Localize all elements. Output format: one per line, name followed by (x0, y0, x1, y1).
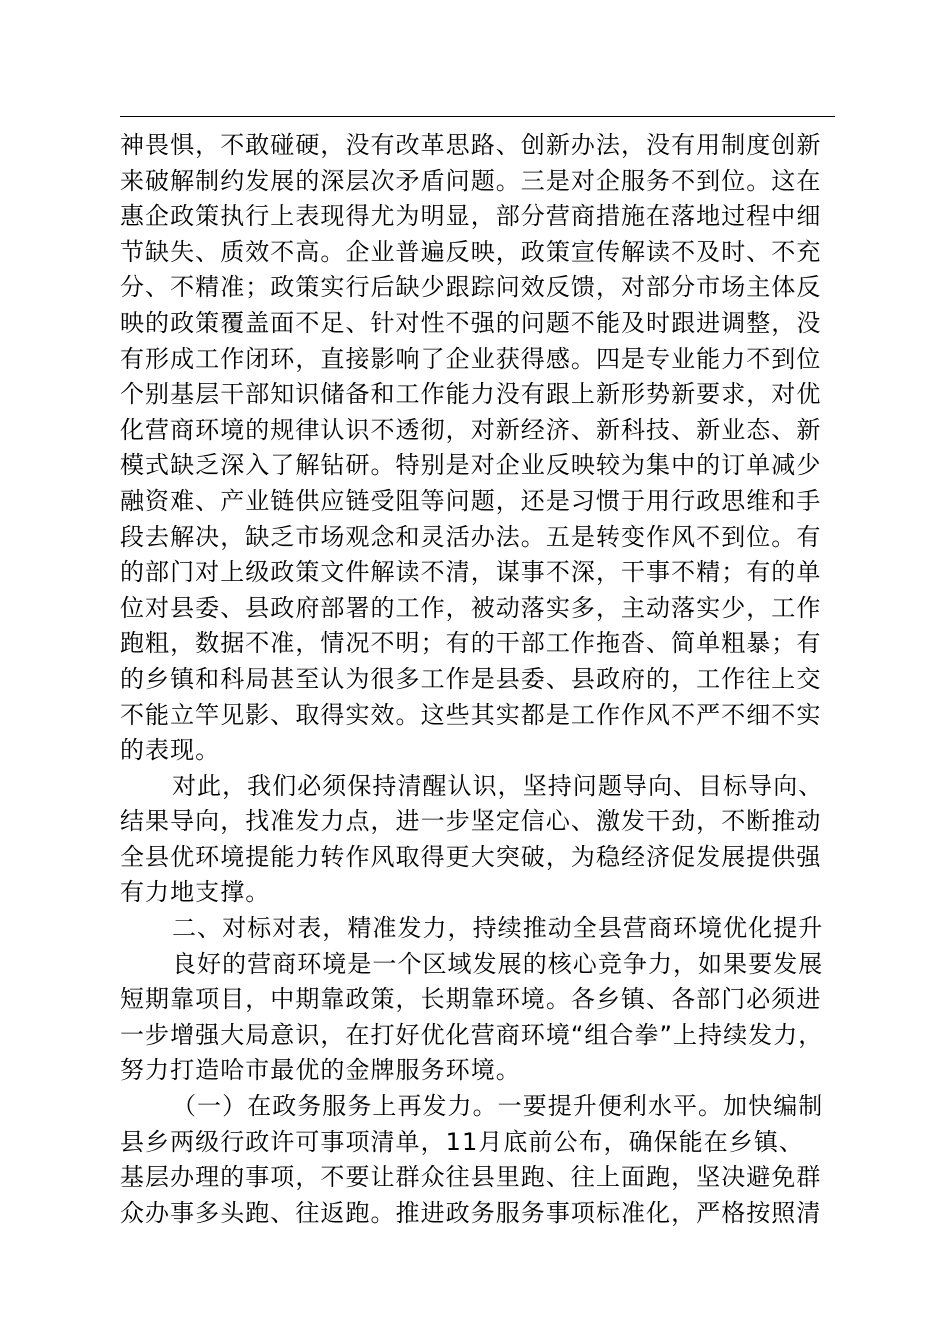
text-line: 众办事多头跑、往返跑。推进政务服务事项标准化，严格按照清 (120, 1198, 822, 1227)
text-line: 一步增强大局意识，在打好优化营商环境“组合拳”上持续发力， (120, 1020, 824, 1049)
text-line: 结果导向，找准发力点，进一步坚定信心、激发干劲，不断推动 (120, 807, 822, 836)
text-line: 县乡两级行政许可事项清单，11月底前公布，确保能在乡镇、 (120, 1127, 804, 1156)
text-line: （一）在政务服务上再发力。一要提升便利水平。加快编制 (172, 1092, 824, 1121)
document-body (120, 128, 835, 1231)
text-line: 努力打造哈市最优的金牌服务环境。 (120, 1056, 521, 1085)
text-line: 短期靠项目，中期靠政策，长期靠环境。各乡镇、各部门必须进 (120, 985, 822, 1014)
header-rule (120, 116, 835, 117)
text-line: 化营商环境的规律认识不透彻，对新经济、新科技、新业态、新 (120, 415, 822, 444)
text-line: 有力地支撑。 (120, 878, 271, 907)
text-line: 节缺失、质效不高。企业普遍反映，政策宣传解读不及时、不充 (120, 237, 822, 266)
text-line: 的部门对上级政策文件解读不清，谋事不深，干事不精；有的单 (120, 558, 822, 587)
text-line: 惠企政策执行上表现得尤为明显，部分营商措施在落地过程中细 (120, 202, 822, 231)
text-line: 有形成工作闭环，直接影响了企业获得感。四是专业能力不到位 (120, 344, 822, 373)
text-line: 全县优环境提能力转作风取得更大突破，为稳经济促发展提供强 (120, 842, 822, 871)
text-line: 良好的营商环境是一个区域发展的核心竞争力，如果要发展 (172, 949, 824, 978)
text-line: 跑粗，数据不准，情况不明；有的干部工作拖沓、简单粗暴；有 (120, 629, 822, 658)
text-line: 位对县委、县政府部署的工作，被动落实多，主动落实少，工作 (120, 593, 822, 622)
text-line: 的乡镇和科局甚至认为很多工作是县委、县政府的，工作往上交 (120, 664, 822, 693)
text-line: 段去解决，缺乏市场观念和灵活办法。五是转变作风不到位。有 (120, 522, 822, 551)
text-line: 神畏惧，不敢碰硬，没有改革思路、创新办法，没有用制度创新 (120, 131, 822, 159)
text-line: 对此，我们必须保持清醒认识，坚持问题导向、目标导向、 (172, 771, 824, 800)
text-line: 二、对标对表，精准发力，持续推动全县营商环境优化提升 (172, 914, 824, 943)
text-line: 融资难、产业链供应链受阻等问题，还是习惯于用行政思维和手 (120, 486, 822, 515)
text-line: 映的政策覆盖面不足、针对性不强的问题不能及时跟进调整，没 (120, 308, 822, 337)
text-line: 个别基层干部知识储备和工作能力没有跟上新形势新要求，对优 (120, 380, 822, 409)
text-line: 不能立竿见影、取得实效。这些其实都是工作作风不严不细不实 (120, 700, 822, 729)
text-line: 来破解制约发展的深层次矛盾问题。三是对企服务不到位。这在 (120, 166, 822, 195)
text-line: 的表现。 (120, 736, 221, 765)
text-line: 分、不精准；政策实行后缺少跟踪问效反馈，对部分市场主体反 (120, 273, 822, 302)
text-line: 基层办理的事项，不要让群众往县里跑、往上面跑，坚决避免群 (120, 1163, 822, 1192)
text-line: 模式缺乏深入了解钻研。特别是对企业反映较为集中的订单减少 (120, 451, 822, 480)
